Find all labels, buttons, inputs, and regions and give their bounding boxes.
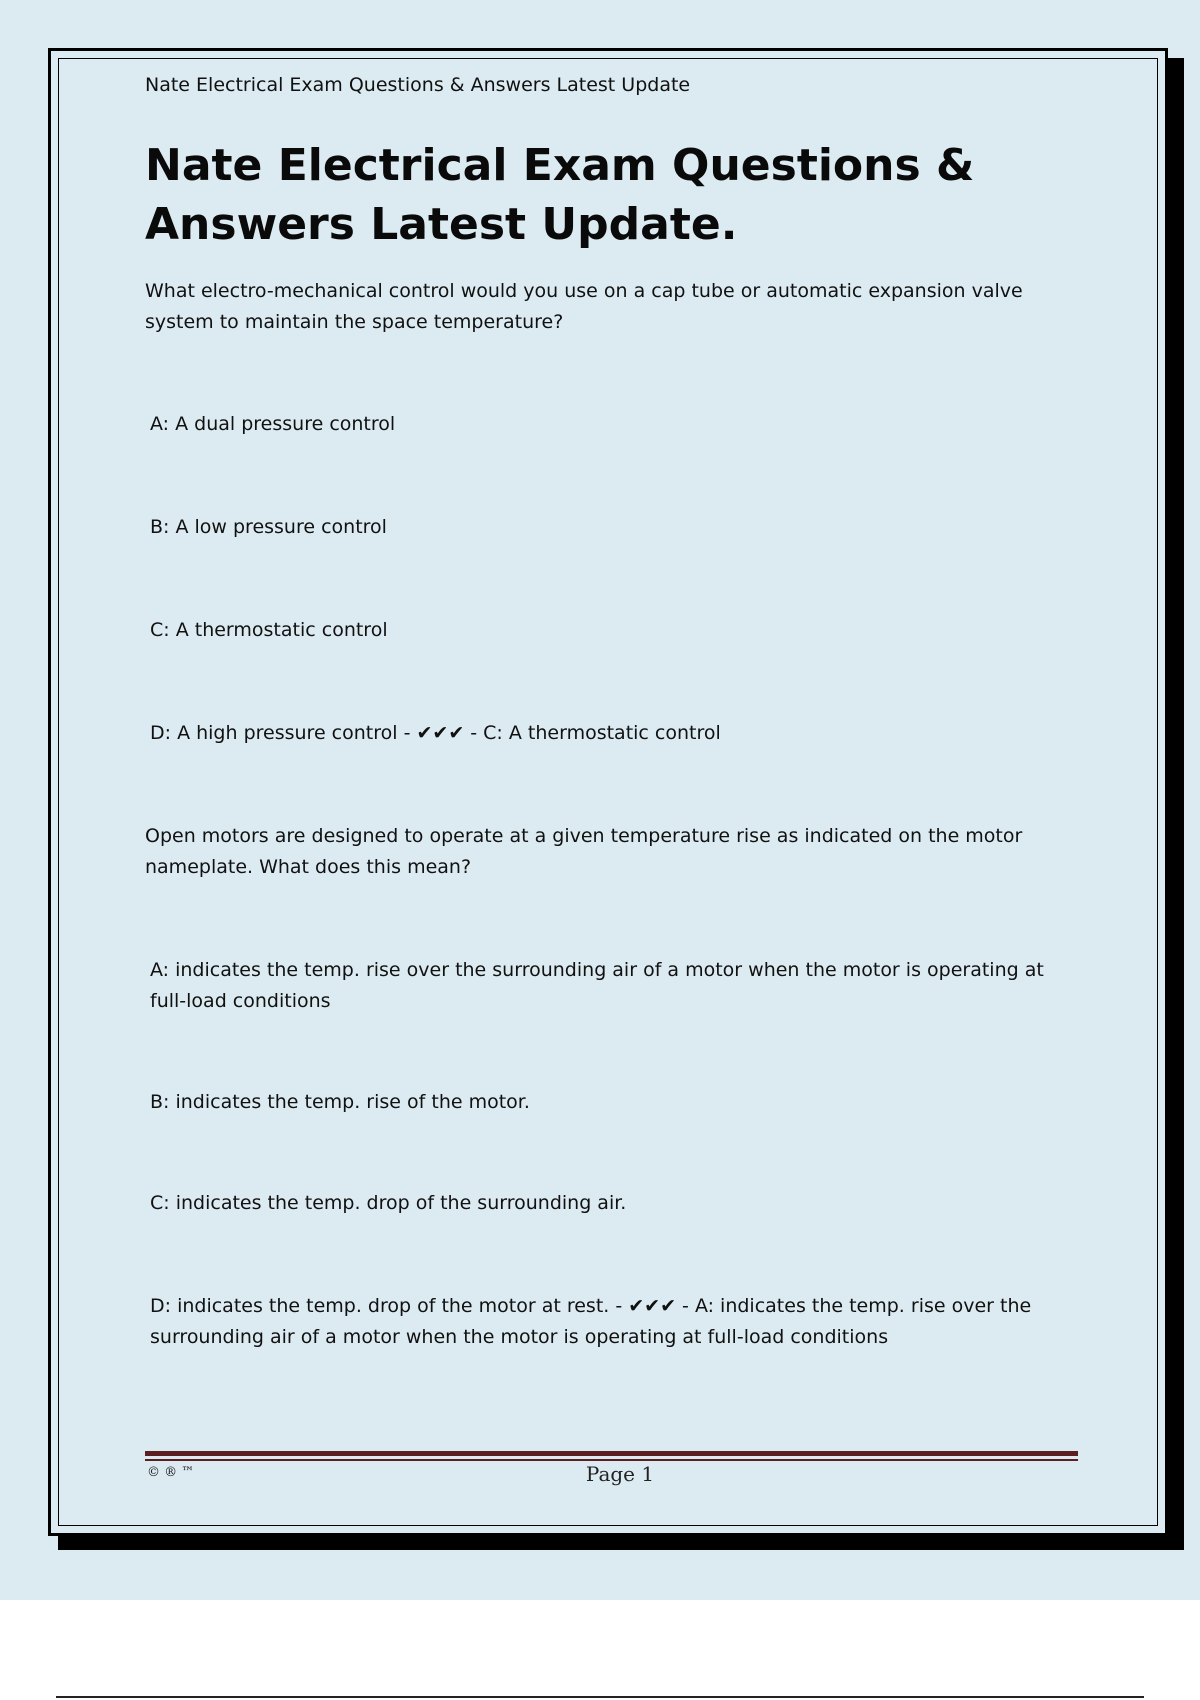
question-1-option-b: B: A low pressure control [150, 516, 387, 538]
question-1-option-d-answer: D: A high pressure control - ✔✔✔ - C: A thermostatic control [150, 722, 721, 744]
question-2-option-c: C: indicates the temp. drop of the surrounding air. [150, 1192, 627, 1214]
question-2-text: Open motors are designed to operate at a given temperature rise as indicated on the motor nameplate. What does this mean? [145, 825, 1023, 878]
document-title: Nate Electrical Exam Questions & Answers Latest Update. [145, 140, 975, 250]
question-2-option-d-answer: D: indicates the temp. drop of the motor at rest. - ✔✔✔ - A: indicates the temp. rise over the surrounding air of a motor when the motor is operating at full-load conditions [150, 1295, 1032, 1348]
question-1-option-c: C: A thermostatic control [150, 619, 388, 641]
document-content [145, 70, 1080, 1353]
footer-rule [145, 1451, 1078, 1456]
question-2-option-a: A: indicates the temp. rise over the surrounding air of a motor when the motor is operating at full-load conditions [150, 959, 1044, 1012]
question-1-text: What electro-mechanical control would you use on a cap tube or automatic expansion valve system to maintain the space temperature? [145, 280, 1023, 333]
question-2-option-b: B: indicates the temp. rise of the motor. [150, 1091, 530, 1113]
question-1-option-a: A: A dual pressure control [150, 413, 396, 435]
footer-copyright-symbols: © ® ™ [147, 1465, 195, 1480]
next-page-divider [56, 1696, 1144, 1698]
page-number: Page 1 [585, 1462, 655, 1486]
footer-rule-thin [145, 1459, 1078, 1461]
running-header: Nate Electrical Exam Questions & Answers Latest Update [145, 74, 691, 96]
